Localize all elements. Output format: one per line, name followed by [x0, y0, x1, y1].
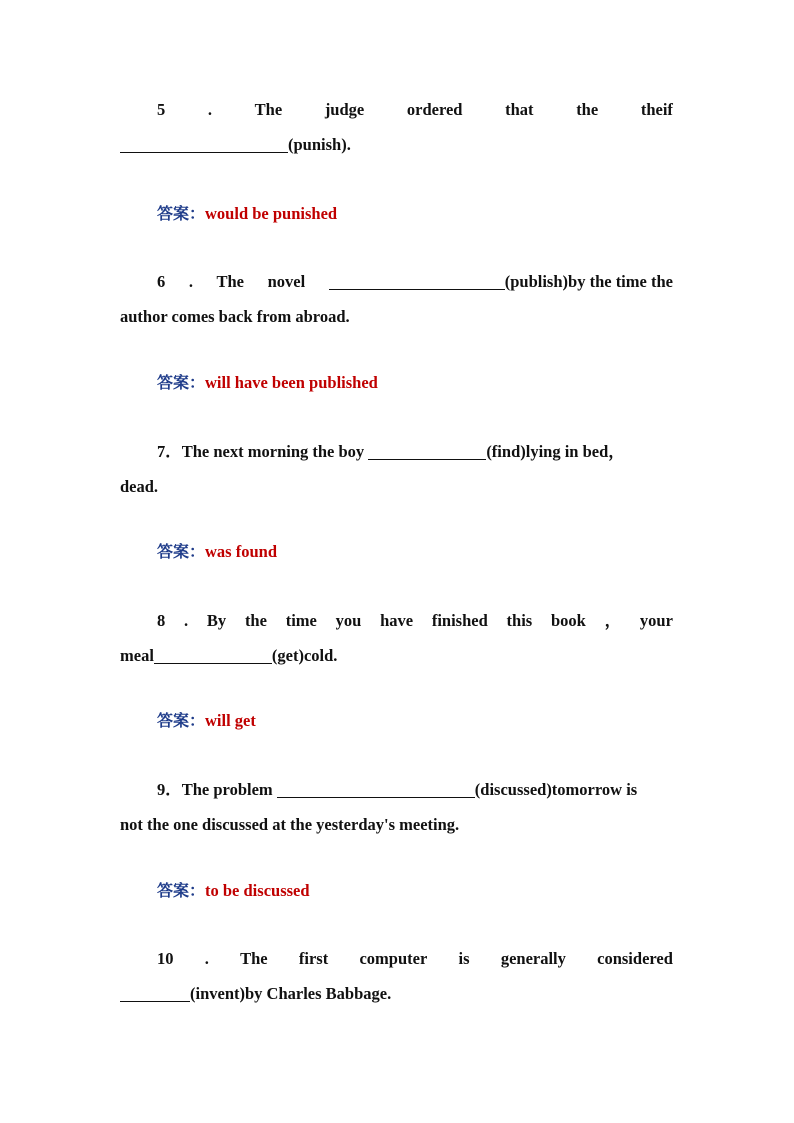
word: The: [254, 100, 283, 119]
question-5-line-1: [120, 92, 673, 127]
answer-blank[interactable]: [120, 1000, 190, 1002]
word: theif: [640, 100, 673, 119]
question-9-line-1: [120, 772, 673, 807]
word: ，: [604, 611, 622, 630]
question-8-prefix: meal: [120, 646, 154, 665]
word: By: [206, 611, 227, 630]
question-7: [120, 434, 673, 504]
word: 8: [157, 611, 166, 630]
question-7-hint: (find)lying in bed，: [486, 442, 625, 461]
answer-label: 答案：: [157, 204, 206, 223]
word: 10: [157, 949, 174, 968]
word: the: [576, 100, 599, 119]
answer-label: 答案：: [157, 881, 206, 900]
answer-5: [157, 202, 337, 226]
word: .: [184, 611, 189, 630]
question-5-line-2: [120, 127, 673, 162]
answer-6: [157, 371, 378, 395]
word: The: [240, 949, 268, 968]
word: first: [298, 949, 329, 968]
word: judge: [324, 100, 365, 119]
word: generally: [500, 949, 566, 968]
answer-label: 答案：: [157, 542, 206, 561]
answer-label: 答案：: [157, 711, 206, 730]
question-5: [120, 92, 673, 162]
answer-value: to be discussed: [205, 881, 310, 900]
answer-9: [157, 879, 310, 903]
question-6: [120, 264, 673, 334]
word: finished: [431, 611, 488, 630]
answer-blank[interactable]: [368, 458, 486, 460]
word: .: [204, 949, 209, 968]
word: novel: [267, 272, 306, 291]
word: time: [285, 611, 317, 630]
question-10: [120, 941, 673, 1011]
word: .: [207, 100, 213, 119]
question-8-hint: (get)cold.: [271, 646, 338, 665]
word: your: [639, 611, 673, 630]
question-7-line-2: dead.: [120, 477, 159, 496]
answer-blank[interactable]: [277, 796, 475, 798]
question-10-hint: (invent)by Charles Babbage.: [190, 984, 392, 1003]
answer-value: will get: [205, 711, 256, 730]
word: is: [458, 949, 470, 968]
answer-blank[interactable]: [154, 662, 272, 664]
answer-value: was found: [205, 542, 278, 561]
question-6-line-2: author comes back from abroad.: [120, 307, 350, 326]
word: ordered: [406, 100, 463, 119]
word: computer: [359, 949, 428, 968]
word: the: [244, 611, 267, 630]
answer-value: would be punished: [205, 204, 338, 223]
answer-7: [157, 540, 277, 564]
question-10-line-1: [120, 941, 673, 976]
answer-8: [157, 709, 256, 733]
question-9-hint: (discussed)tomorrow is: [474, 780, 638, 799]
answer-blank[interactable]: [120, 151, 288, 153]
word: that: [505, 100, 534, 119]
word: have: [380, 611, 414, 630]
question-10-line-2: [120, 976, 673, 1011]
word: 5: [157, 100, 166, 119]
question-9: [120, 772, 673, 842]
word: The: [216, 272, 245, 291]
word: considered: [597, 949, 673, 968]
question-8-line-1: [120, 603, 673, 638]
word: 6: [157, 272, 166, 291]
word: .: [188, 272, 193, 291]
answer-value: will have been published: [205, 373, 378, 392]
word: you: [335, 611, 362, 630]
question-7-prefix: 7．The next morning the boy: [157, 442, 369, 461]
question-5-hint: (punish).: [288, 135, 351, 154]
word: this: [506, 611, 533, 630]
answer-blank[interactable]: [329, 288, 505, 290]
question-8: [120, 603, 673, 673]
question-7-line-1: [120, 434, 673, 469]
question-6-hint: (publish)by the time the: [504, 272, 673, 291]
question-8-line-2: [120, 638, 673, 673]
question-9-prefix: 9．The problem: [157, 780, 277, 799]
answer-label: 答案：: [157, 373, 206, 392]
question-6-line-1: [120, 264, 673, 299]
word: book: [551, 611, 586, 630]
question-9-line-2: not the one discussed at the yesterday's meeting.: [120, 815, 460, 834]
